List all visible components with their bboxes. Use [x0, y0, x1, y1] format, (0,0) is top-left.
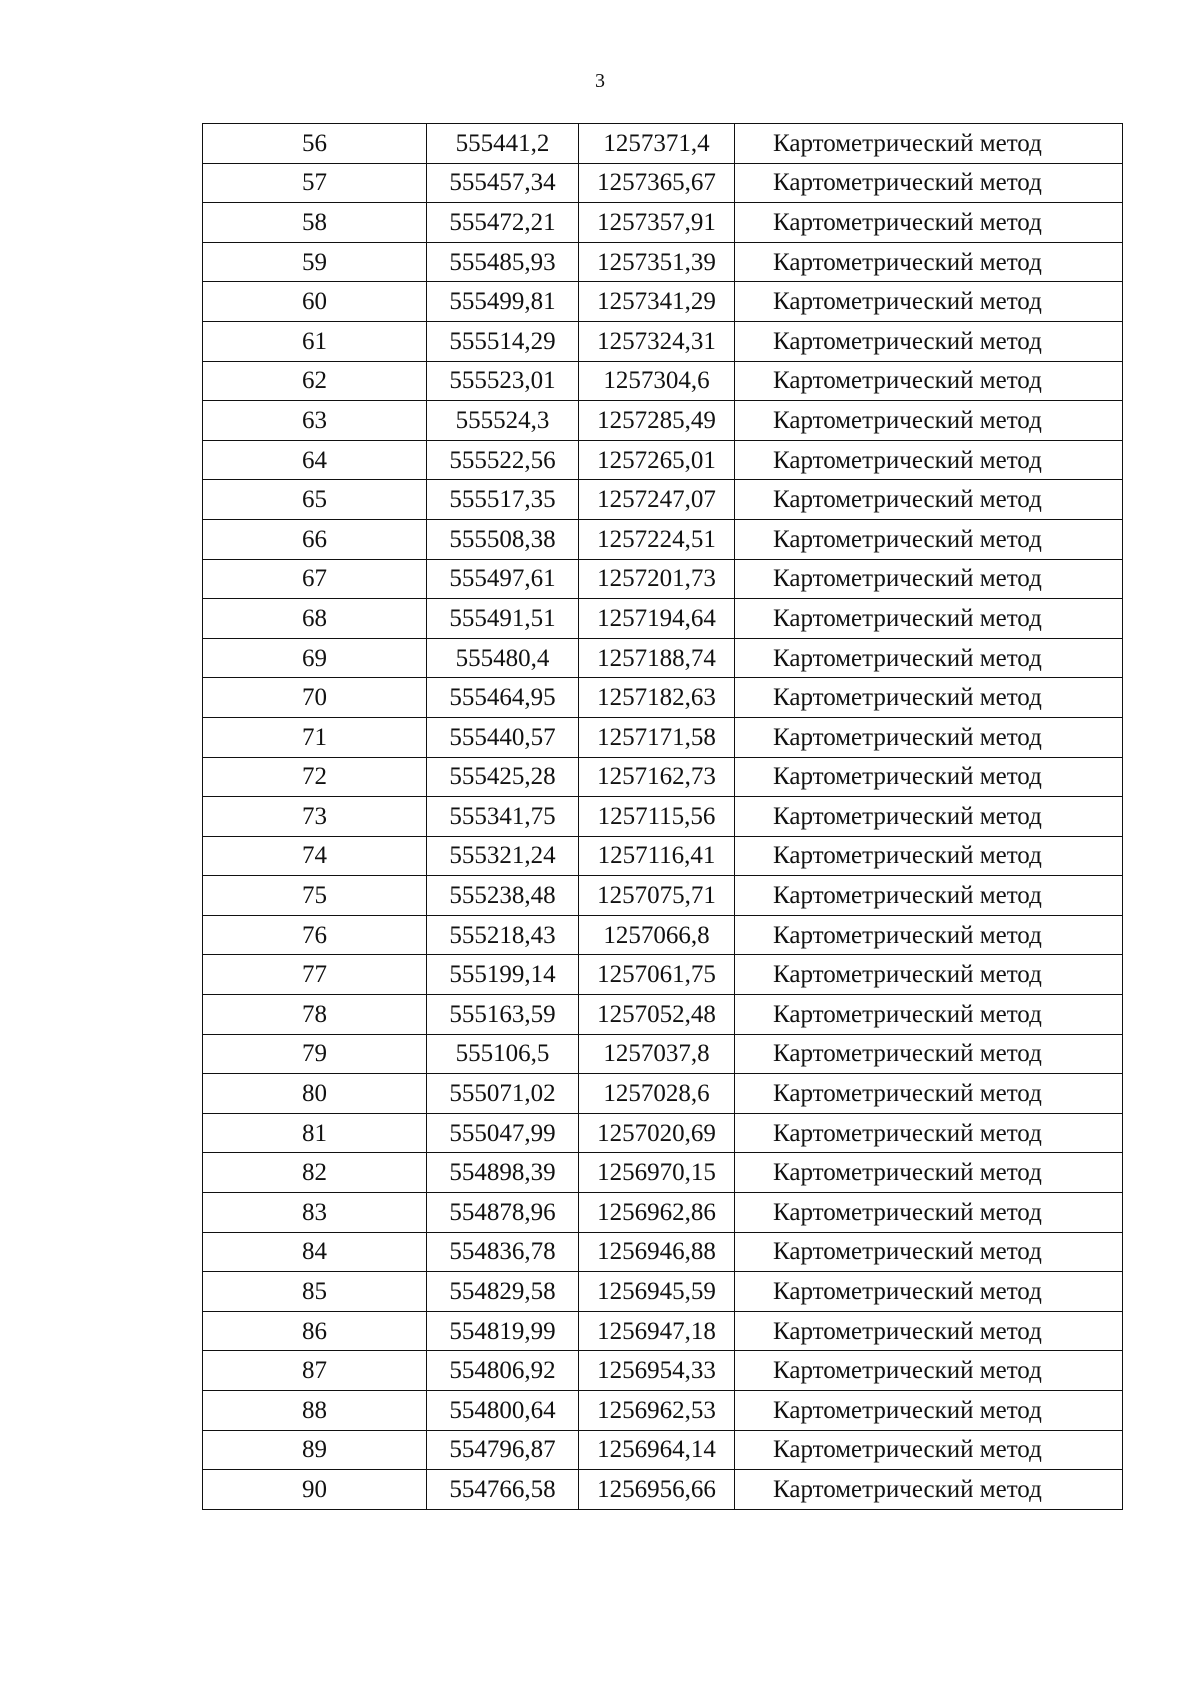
method-cell: Картометрический метод — [735, 480, 1123, 520]
x-coordinate-cell: 555238,48 — [427, 876, 579, 916]
point-number-cell: 75 — [203, 876, 427, 916]
table-row — [203, 995, 1123, 1035]
coordinates-table — [202, 123, 1123, 1510]
y-coordinate-cell: 1257171,58 — [579, 717, 735, 757]
point-number-cell: 88 — [203, 1391, 427, 1431]
table-row — [203, 242, 1123, 282]
method-cell: Картометрический метод — [735, 915, 1123, 955]
method-cell: Картометрический метод — [735, 876, 1123, 916]
y-coordinate-cell: 1257371,4 — [579, 124, 735, 164]
x-coordinate-cell: 555480,4 — [427, 638, 579, 678]
table-row — [203, 1193, 1123, 1233]
x-coordinate-cell: 555199,14 — [427, 955, 579, 995]
y-coordinate-cell: 1257341,29 — [579, 282, 735, 322]
table-row — [203, 321, 1123, 361]
point-number-cell: 66 — [203, 519, 427, 559]
point-number-cell: 62 — [203, 361, 427, 401]
method-cell: Картометрический метод — [735, 163, 1123, 203]
table-row — [203, 599, 1123, 639]
x-coordinate-cell: 555163,59 — [427, 995, 579, 1035]
x-coordinate-cell: 555071,02 — [427, 1074, 579, 1114]
y-coordinate-cell: 1256946,88 — [579, 1232, 735, 1272]
y-coordinate-cell: 1256947,18 — [579, 1311, 735, 1351]
x-coordinate-cell: 555485,93 — [427, 242, 579, 282]
table-row — [203, 876, 1123, 916]
method-cell: Картометрический метод — [735, 1074, 1123, 1114]
x-coordinate-cell: 555522,56 — [427, 440, 579, 480]
table-row — [203, 480, 1123, 520]
x-coordinate-cell: 555441,2 — [427, 124, 579, 164]
method-cell: Картометрический метод — [735, 717, 1123, 757]
point-number-cell: 58 — [203, 203, 427, 243]
y-coordinate-cell: 1257357,91 — [579, 203, 735, 243]
point-number-cell: 80 — [203, 1074, 427, 1114]
x-coordinate-cell: 555497,61 — [427, 559, 579, 599]
point-number-cell: 89 — [203, 1430, 427, 1470]
point-number-cell: 57 — [203, 163, 427, 203]
table-row — [203, 1153, 1123, 1193]
x-coordinate-cell: 554796,87 — [427, 1430, 579, 1470]
y-coordinate-cell: 1256945,59 — [579, 1272, 735, 1312]
table-row — [203, 1074, 1123, 1114]
y-coordinate-cell: 1257324,31 — [579, 321, 735, 361]
y-coordinate-cell: 1257115,56 — [579, 797, 735, 837]
x-coordinate-cell: 555341,75 — [427, 797, 579, 837]
point-number-cell: 70 — [203, 678, 427, 718]
method-cell: Картометрический метод — [735, 1430, 1123, 1470]
y-coordinate-cell: 1257037,8 — [579, 1034, 735, 1074]
y-coordinate-cell: 1257351,39 — [579, 242, 735, 282]
table-row — [203, 1272, 1123, 1312]
method-cell: Картометрический метод — [735, 638, 1123, 678]
point-number-cell: 86 — [203, 1311, 427, 1351]
y-coordinate-cell: 1257224,51 — [579, 519, 735, 559]
y-coordinate-cell: 1257365,67 — [579, 163, 735, 203]
method-cell: Картометрический метод — [735, 955, 1123, 995]
x-coordinate-cell: 555047,99 — [427, 1113, 579, 1153]
y-coordinate-cell: 1256954,33 — [579, 1351, 735, 1391]
y-coordinate-cell: 1257066,8 — [579, 915, 735, 955]
point-number-cell: 87 — [203, 1351, 427, 1391]
table-row — [203, 440, 1123, 480]
method-cell: Картометрический метод — [735, 1153, 1123, 1193]
y-coordinate-cell: 1257020,69 — [579, 1113, 735, 1153]
method-cell: Картометрический метод — [735, 242, 1123, 282]
y-coordinate-cell: 1256970,15 — [579, 1153, 735, 1193]
x-coordinate-cell: 555514,29 — [427, 321, 579, 361]
table-row — [203, 361, 1123, 401]
x-coordinate-cell: 554819,99 — [427, 1311, 579, 1351]
table-row — [203, 836, 1123, 876]
point-number-cell: 69 — [203, 638, 427, 678]
table-row — [203, 955, 1123, 995]
table-row — [203, 1034, 1123, 1074]
point-number-cell: 73 — [203, 797, 427, 837]
y-coordinate-cell: 1257285,49 — [579, 401, 735, 441]
point-number-cell: 63 — [203, 401, 427, 441]
x-coordinate-cell: 554829,58 — [427, 1272, 579, 1312]
y-coordinate-cell: 1257061,75 — [579, 955, 735, 995]
method-cell: Картометрический метод — [735, 757, 1123, 797]
method-cell: Картометрический метод — [735, 1232, 1123, 1272]
method-cell: Картометрический метод — [735, 797, 1123, 837]
y-coordinate-cell: 1257247,07 — [579, 480, 735, 520]
point-number-cell: 56 — [203, 124, 427, 164]
x-coordinate-cell: 555472,21 — [427, 203, 579, 243]
table-row — [203, 203, 1123, 243]
x-coordinate-cell: 555508,38 — [427, 519, 579, 559]
y-coordinate-cell: 1257182,63 — [579, 678, 735, 718]
y-coordinate-cell: 1257162,73 — [579, 757, 735, 797]
x-coordinate-cell: 555218,43 — [427, 915, 579, 955]
point-number-cell: 74 — [203, 836, 427, 876]
x-coordinate-cell: 555491,51 — [427, 599, 579, 639]
method-cell: Картометрический метод — [735, 203, 1123, 243]
y-coordinate-cell: 1257052,48 — [579, 995, 735, 1035]
x-coordinate-cell: 554898,39 — [427, 1153, 579, 1193]
point-number-cell: 90 — [203, 1470, 427, 1510]
x-coordinate-cell: 555523,01 — [427, 361, 579, 401]
point-number-cell: 78 — [203, 995, 427, 1035]
y-coordinate-cell: 1256962,86 — [579, 1193, 735, 1233]
x-coordinate-cell: 555440,57 — [427, 717, 579, 757]
method-cell: Картометрический метод — [735, 559, 1123, 599]
point-number-cell: 68 — [203, 599, 427, 639]
point-number-cell: 85 — [203, 1272, 427, 1312]
table-row — [203, 519, 1123, 559]
y-coordinate-cell: 1257265,01 — [579, 440, 735, 480]
point-number-cell: 67 — [203, 559, 427, 599]
method-cell: Картометрический метод — [735, 1391, 1123, 1431]
page-number: 3 — [595, 70, 605, 92]
x-coordinate-cell: 554766,58 — [427, 1470, 579, 1510]
method-cell: Картометрический метод — [735, 321, 1123, 361]
y-coordinate-cell: 1257194,64 — [579, 599, 735, 639]
y-coordinate-cell: 1257075,71 — [579, 876, 735, 916]
x-coordinate-cell: 555106,5 — [427, 1034, 579, 1074]
y-coordinate-cell: 1256956,66 — [579, 1470, 735, 1510]
method-cell: Картометрический метод — [735, 1351, 1123, 1391]
table-row — [203, 1311, 1123, 1351]
method-cell: Картометрический метод — [735, 401, 1123, 441]
table-row — [203, 1391, 1123, 1431]
method-cell: Картометрический метод — [735, 1311, 1123, 1351]
method-cell: Картометрический метод — [735, 995, 1123, 1035]
y-coordinate-cell: 1256964,14 — [579, 1430, 735, 1470]
point-number-cell: 81 — [203, 1113, 427, 1153]
method-cell: Картометрический метод — [735, 519, 1123, 559]
point-number-cell: 71 — [203, 717, 427, 757]
point-number-cell: 82 — [203, 1153, 427, 1193]
table-row — [203, 163, 1123, 203]
table-row — [203, 1470, 1123, 1510]
table-row — [203, 1232, 1123, 1272]
x-coordinate-cell: 555499,81 — [427, 282, 579, 322]
method-cell: Картометрический метод — [735, 124, 1123, 164]
point-number-cell: 83 — [203, 1193, 427, 1233]
x-coordinate-cell: 555457,34 — [427, 163, 579, 203]
table-row — [203, 717, 1123, 757]
y-coordinate-cell: 1257028,6 — [579, 1074, 735, 1114]
table-row — [203, 401, 1123, 441]
point-number-cell: 72 — [203, 757, 427, 797]
y-coordinate-cell: 1257304,6 — [579, 361, 735, 401]
x-coordinate-cell: 554878,96 — [427, 1193, 579, 1233]
method-cell: Картометрический метод — [735, 1272, 1123, 1312]
table-row — [203, 124, 1123, 164]
x-coordinate-cell: 555425,28 — [427, 757, 579, 797]
x-coordinate-cell: 554806,92 — [427, 1351, 579, 1391]
table-row — [203, 638, 1123, 678]
point-number-cell: 79 — [203, 1034, 427, 1074]
method-cell: Картометрический метод — [735, 440, 1123, 480]
table-row — [203, 678, 1123, 718]
table-row — [203, 1113, 1123, 1153]
point-number-cell: 64 — [203, 440, 427, 480]
y-coordinate-cell: 1257201,73 — [579, 559, 735, 599]
point-number-cell: 61 — [203, 321, 427, 361]
x-coordinate-cell: 555517,35 — [427, 480, 579, 520]
point-number-cell: 59 — [203, 242, 427, 282]
method-cell: Картометрический метод — [735, 836, 1123, 876]
table-row — [203, 559, 1123, 599]
method-cell: Картометрический метод — [735, 1113, 1123, 1153]
point-number-cell: 76 — [203, 915, 427, 955]
x-coordinate-cell: 554836,78 — [427, 1232, 579, 1272]
method-cell: Картометрический метод — [735, 1034, 1123, 1074]
method-cell: Картометрический метод — [735, 1470, 1123, 1510]
table-row — [203, 757, 1123, 797]
point-number-cell: 77 — [203, 955, 427, 995]
method-cell: Картометрический метод — [735, 678, 1123, 718]
point-number-cell: 84 — [203, 1232, 427, 1272]
method-cell: Картометрический метод — [735, 599, 1123, 639]
y-coordinate-cell: 1256962,53 — [579, 1391, 735, 1431]
table-row — [203, 797, 1123, 837]
x-coordinate-cell: 555524,3 — [427, 401, 579, 441]
method-cell: Картометрический метод — [735, 361, 1123, 401]
point-number-cell: 60 — [203, 282, 427, 322]
table-row — [203, 915, 1123, 955]
table-row — [203, 1430, 1123, 1470]
y-coordinate-cell: 1257188,74 — [579, 638, 735, 678]
point-number-cell: 65 — [203, 480, 427, 520]
x-coordinate-cell: 554800,64 — [427, 1391, 579, 1431]
y-coordinate-cell: 1257116,41 — [579, 836, 735, 876]
coordinates-table-body — [203, 124, 1123, 1510]
x-coordinate-cell: 555321,24 — [427, 836, 579, 876]
table-row — [203, 1351, 1123, 1391]
x-coordinate-cell: 555464,95 — [427, 678, 579, 718]
table-row — [203, 282, 1123, 322]
method-cell: Картометрический метод — [735, 282, 1123, 322]
method-cell: Картометрический метод — [735, 1193, 1123, 1233]
